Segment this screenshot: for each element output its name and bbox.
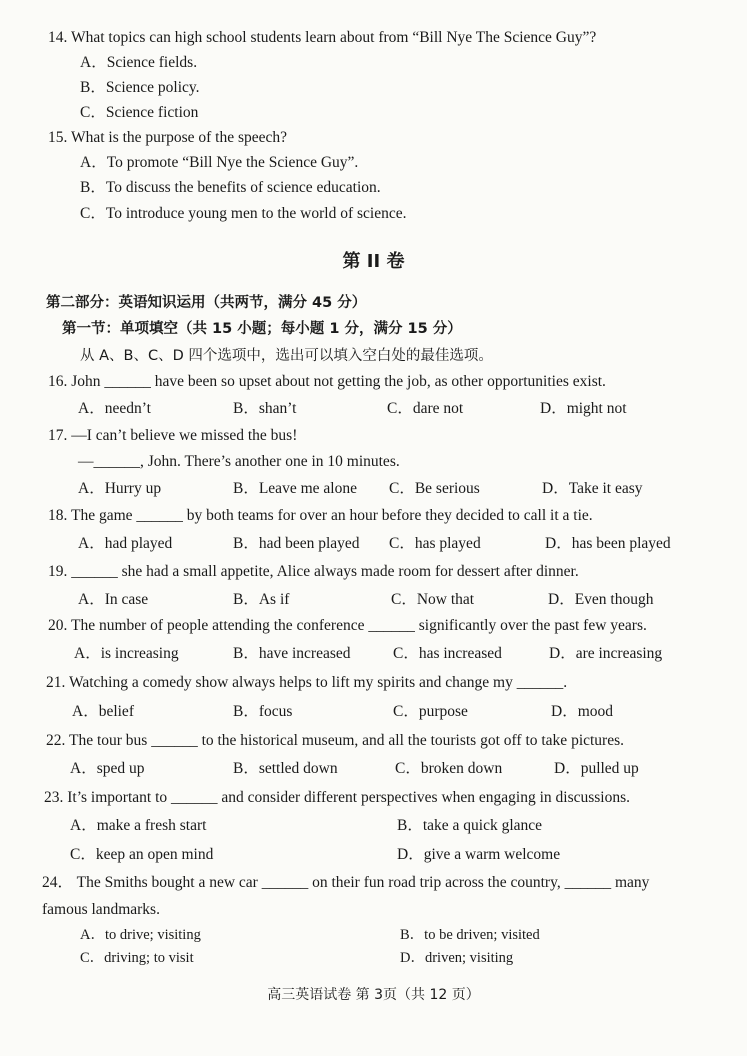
q20-stem: 20. The number of people attending the conference ______ significantly over the past few years. (48, 617, 647, 634)
q14-option-a: A．Science fields. (80, 54, 198, 71)
q15-option-a: A．To promote “Bill Nye the Science Guy”. (80, 154, 359, 171)
q20-option-d: D．are increasing (549, 645, 663, 662)
q23-option-b: B．take a quick glance (397, 817, 543, 834)
q23-option-c: C．keep an open mind (70, 846, 214, 863)
q21-option-b: B．focus (233, 703, 293, 720)
q23-option-d: D．give a warm welcome (397, 846, 561, 863)
q22-option-a: A．sped up (70, 760, 145, 777)
q21-option-a: A．belief (72, 703, 134, 720)
instruction: 从 A、B、C、D 四个选项中，选出可以填入空白处的最佳选项。 (80, 348, 493, 364)
part-title: 第二部分：英语知识运用（共两节，满分 45 分） (46, 295, 367, 311)
q24-option-a: A．to drive; visiting (80, 927, 201, 943)
q18-option-a: A．had played (78, 535, 173, 552)
q18-option-c: C．has played (389, 535, 481, 552)
q19-option-a: A．In case (78, 591, 149, 608)
q21-option-c: C．purpose (393, 703, 468, 720)
q17-option-b: B．Leave me alone (233, 480, 357, 497)
q24-option-c: C．driving; to visit (80, 950, 194, 966)
q14-option-b: B．Science policy. (80, 79, 200, 96)
q22-option-b: B．settled down (233, 760, 338, 777)
q24-option-b: B．to be driven; visited (400, 927, 540, 943)
q16-stem: 16. John ______ have been so upset about not getting the job, as other opportunities exist. (48, 373, 606, 390)
q17-stem: 17. —I can’t believe we missed the bus! (48, 427, 298, 444)
q19-option-b: B．As if (233, 591, 290, 608)
q16-option-a: A．needn’t (78, 400, 151, 417)
q23-stem: 23. It’s important to ______ and consider different perspectives when engaging in discussions. (44, 789, 631, 806)
volume-title: 第 II 卷 (342, 251, 405, 272)
q24-option-d: D．driven; visiting (400, 950, 514, 966)
q16-option-b: B．shan’t (233, 400, 297, 417)
q16-option-d: D．might not (540, 400, 627, 417)
q24-stem-continued: famous landmarks. (42, 901, 160, 918)
q22-option-c: C．broken down (395, 760, 503, 777)
q21-stem: 21. Watching a comedy show always helps to lift my spirits and change my ______. (46, 674, 568, 691)
q20-option-c: C．has increased (393, 645, 502, 662)
q14-stem: 14. What topics can high school students learn about from “Bill Nye The Science Guy”? (48, 29, 597, 46)
q17-option-a: A．Hurry up (78, 480, 162, 497)
q20-option-a: A．is increasing (74, 645, 179, 662)
q15-option-b: B．To discuss the benefits of science education. (80, 179, 381, 196)
page-footer: 高三英语试卷 第 3页（共 12 页） (267, 987, 480, 1003)
q21-option-d: D．mood (551, 703, 614, 720)
q20-option-b: B．have increased (233, 645, 351, 662)
q17-stem-reply: —______, John. There’s another one in 10 minutes. (78, 453, 400, 470)
q18-option-b: B．had been played (233, 535, 360, 552)
q15-stem: 15. What is the purpose of the speech? (48, 129, 288, 146)
q22-stem: 22. The tour bus ______ to the historical museum, and all the tourists got off to take pictures. (46, 732, 625, 749)
q15-option-c: C．To introduce young men to the world of science. (80, 205, 407, 222)
q17-option-d: D．Take it easy (542, 480, 643, 497)
section-title: 第一节：单项填空（共 15 小题；每小题 1 分，满分 15 分） (62, 321, 462, 337)
q19-option-c: C．Now that (391, 591, 475, 608)
q19-option-d: D．Even though (548, 591, 654, 608)
q22-option-d: D．pulled up (554, 760, 639, 777)
q17-option-c: C．Be serious (389, 480, 480, 497)
q16-option-c: C．dare not (387, 400, 464, 417)
q14-option-c: C．Science fiction (80, 104, 199, 121)
q18-option-d: D．has been played (545, 535, 671, 552)
q23-option-a: A．make a fresh start (70, 817, 207, 834)
q24-stem: 24． The Smiths bought a new car ______ on their fun road trip across the country, ______ many (42, 874, 650, 891)
q18-stem: 18. The game ______ by both teams for over an hour before they decided to call it a tie. (48, 507, 593, 524)
q19-stem: 19. ______ she had a small appetite, Alice always made room for dessert after dinner. (48, 563, 579, 580)
